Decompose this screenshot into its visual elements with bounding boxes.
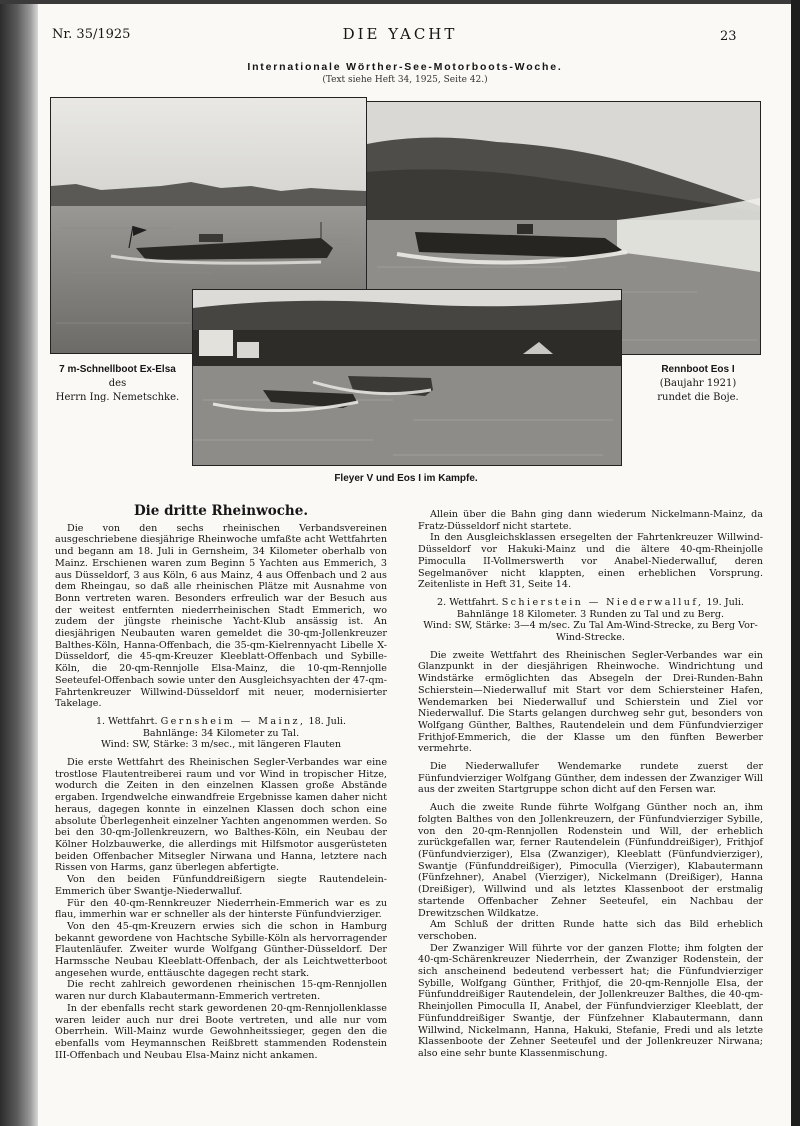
page-number: 23 [720, 29, 737, 44]
caption-ex-elsa-title: 7 m-Schnellboot Ex-Elsa [59, 364, 176, 375]
top-edge [0, 0, 800, 4]
magazine-title: DIE YACHT [342, 25, 458, 43]
race-2-date: 19. Juli. [706, 596, 744, 608]
article-left-column [55, 503, 387, 1061]
paragraph: Die erste Wettfahrt des Rheinischen Segler-Verbandes war eine trostlose Flautentreiberei raum und vor Wind in tropischer Hitze, wodurch die Zeiten in den einzelnen Klassen große Abstände ergaben. Irgendwelche einwandfreie Ergebnisse kamen daher nicht heraus, dagegen konnte in einzelnen Klassen doch schon eine absolute Überlegenheit einzelner Yachten angenommen werden. So bei den 30-qm-Jollenkreuzern, wo Balthes-Köln, ein Neubau der Kölner Holzbauwerke, die allerdings mit Hilfsmotor ausgerüsteten beiden Offenbacher Mitsegler Nirwana und Hanna, letztere nach Rissen von Harms, ganz überlegen abfertigte. [55, 757, 387, 874]
right-edge [791, 0, 800, 1126]
race-2-wind: Wind: SW, Stärke: 3—4 m/sec. Zu Tal Am-Wind-Strecke, zu Berg Vor-Wind-Strecke. [423, 620, 758, 644]
caption-ex-elsa-line: Herrn Ing. Nemetschke. [55, 392, 180, 403]
caption-ex-elsa [40, 363, 195, 405]
race-1-heading-line [55, 716, 387, 728]
caption-fleyer-eos: Fleyer V und Eos I im Kampfe. [334, 473, 478, 484]
article-right-column [418, 509, 763, 1060]
paragraph: In der ebenfalls recht stark gewordenen 20-qm-Rennjollenklasse waren leider auch nur drei Boote vertreten, und alle nur vom Oberrhein. Will-Mainz wurde Gewohnheitssieger, gegen den die ebenfalls vom Heymannschen Reißbrett stammenden Rodenstein III-Offenbach und Neubau Elsa-Mainz nicht ankamen. [55, 1002, 387, 1061]
caption-eos-line: rundet die Boje. [657, 392, 739, 403]
race-1-course: Bahnlänge: 34 Kilometer zu Tal. [142, 727, 300, 739]
feature-title: Internationale Wörther-See-Motorboots-Woche. [247, 61, 563, 73]
race-2-course: Bahnlänge 18 Kilometer. 3 Runden zu Tal und zu Berg. [456, 608, 725, 620]
race-1-route: Gernsheim — Mainz, [160, 715, 306, 727]
race-1-heading: 1. Wettfahrt. [95, 715, 158, 727]
book-binding-shadow [0, 0, 38, 1126]
race-1-date: 18. Juli. [308, 715, 347, 727]
paragraph: Allein über die Bahn ging dann wiederum Nickelmann-Mainz, da Fratz-Düsseldorf nicht startete. [418, 509, 763, 532]
paragraph: Von den beiden Fünfunddreißigern siegte Rautendelein-Emmerich über Swantje-Niederwalluf. [55, 874, 387, 897]
paragraph: Die zweite Wettfahrt des Rheinischen Segler-Verbandes war ein Glanzpunkt in der diesjährigen Rheinwoche. Windrichtung und Windstärke ermöglichten das Absegeln der Drei-Runden-Bahn Schierstein—Niederwalluf mit Start vor dem Schiersteiner Hafen, Wendemarken bei Niederwalluf und Schierstein und Ziel vor Niederwalluf. Die Starts gelangen durchweg sehr gut, besonders von Wolfgang Günther, Balthes, Rautendelein und dem Fünfundvierziger Frithjof-Emmerich, die der Klasse um den fünften Bewerber vermehrte. [418, 649, 763, 755]
feature-subtitle: (Text siehe Heft 34, 1925, Seite 42.) [322, 75, 488, 85]
caption-eos [628, 363, 768, 405]
race-2-heading-line [418, 597, 763, 609]
paragraph: Auch die zweite Runde führte Wolfgang Günther noch an, ihm folgten Balthes von den Jollenkreuzern, der Fünfundvierziger Sybille, von den 20-qm-Rennjollen Rodenstein und Will, der erheblich zurückgefallen war, ferner Rautendelein (Fünfunddreißiger), Frithjof (Fünfundvierziger), Elsa (Zwanziger), Kleeblatt (Fünfundvierziger), Swantje (Fünfunddreißiger), Pimoculla (Vierziger), Klabautermann (Fünfzehner), Anabel (Vierziger), Nickelmann (Dreißiger), Hanna (Dreißiger), Willwind und als letztes Klassenboot der erstmalig startende Offenbacher Zehner Seeteufel, ein Nachbau der Drewitzschen Wildkatze. [418, 802, 763, 919]
paragraph: Die recht zahlreich gewordenen rheinischen 15-qm-Rennjollen waren nur durch Klabautermann-Emmerich vertreten. [55, 979, 387, 1003]
race-2-heading: 2. Wettfahrt. [437, 596, 499, 608]
photo-fleyer-eos [192, 289, 622, 466]
caption-eos-line: (Baujahr 1921) [659, 378, 737, 389]
paragraph: Die von den sechs rheinischen Verbandsvereinen ausgeschriebene diesjährige Rheinwoche umfaßte acht Wettfahrten und begann am 18. Juli in Gernsheim, 34 Kilometer oberhalb von Mainz. Erschienen waren zum Beginn 5 Yachten aus Emmerich, 3 aus Düsseldorf, 3 aus Köln, 6 aus Mainz, 4 aus Offenbach und 2 aus dem Rheingau, so daß alle rheinischen Plätze mit Ausnahme von Bonn vertreten waren. Besonders erfreulich war der Besuch aus der weitest entfernten niederrheinischen Stadt Emmerich, wo zudem der jüngste rheinische Yacht-Klub ansässig ist. An diesjährigen Neubauten waren gemeldet die 30-qm-Jollenkreuzer Balthes-Köln, Hanna-Offenbach, die 35-qm-Kielrennyacht Libelle X-Düsseldorf, die 45-qm-Kreuzer Kleeblatt-Offenbach und Sybille-Köln, die 20-qm-Rennjolle Elsa-Mainz, die 10-qm-Rennjolle Seeteufel-Offenbach sowie unter den Ausgleichsyachten der 47-qm-Fahrtenkreuzer Willwind-Düsseldorf mit neuer, modernisierter Takelage. [55, 522, 387, 710]
paragraph: Von den 45-qm-Kreuzern erwies sich die schon in Hamburg bekannt gewordene von Hachtsche Sybille-Köln als hervorragender Flautenläufer. Zweiter wurde Wolfgang Günther-Düsseldorf. Der Harmssche Neubau Kleeblatt-Offenbach, der als Leichtwetterboot angesehen wurde, enttäuschte dagegen recht stark. [55, 920, 387, 979]
paragraph: Für den 40-qm-Rennkreuzer Niederrhein-Emmerich war es zu flau, immerhin war er schneller als der hinterste Fünfundvierziger. [55, 897, 387, 921]
article-title: Die dritte Rheinwoche. [133, 503, 309, 519]
caption-eos-title: Rennboot Eos I [661, 364, 735, 375]
caption-ex-elsa-line: des [108, 378, 127, 389]
paragraph: Der Zwanziger Will führte vor der ganzen Flotte; ihm folgten der 40-qm-Schärenkreuzer Niederrhein, der Zwanziger Rodenstein, der sich anscheinend bedeutend verbessert hat; die Fünfundvierziger Sybille, Wolfgang Günther, Frithjof, die 20-qm-Rennjolle Elsa, der Fünfunddreißiger Rautendelein, der Jollenkreuzer Balthes, die 40-qm-Rheinjollen Pimoculla II, Anabel, der Fünfundvierziger Kleeblatt, der Fünfunddreißiger Swantje, der Fünfzehner Klabautermann, dann Willwind, Nickelmann, Hanna, Hakuki, Stefanie, Fredi und als letzte Klassenboote der Zehner Seeteufel und der Jollenkreuzer Nirwana; also eine sehr bunte Klassenmischung. [418, 942, 763, 1059]
paragraph: Am Schluß der dritten Runde hatte sich das Bild erheblich verschoben. [418, 919, 763, 942]
paragraph: Die Niederwallufer Wendemarke rundete zuerst der Fünfundvierziger Wolfgang Günther, dem indessen der Zwanziger Will aus der zweiten Startgruppe schon dicht auf den Fersen war. [418, 761, 763, 796]
paragraph: In den Ausgleichsklassen ersegelten der Fahrtenkreuzer Willwind-Düsseldorf vor Hakuki-Mainz und die ältere 40-qm-Rheinjolle Pimoculla II-Vollmerswerth vor Anabel-Niederwalluf, deren Segelmanöver nicht klappten, einen erheblichen Vorsprung. Zeitenliste in Heft 31, Seite 14. [418, 532, 763, 591]
issue-number: Nr. 35/1925 [52, 27, 131, 42]
race-2-route: Schierstein — Niederwalluf, [501, 596, 704, 608]
race-1-wind: Wind: SW, Stärke: 3 m/sec., mit längeren Flauten [100, 739, 341, 751]
